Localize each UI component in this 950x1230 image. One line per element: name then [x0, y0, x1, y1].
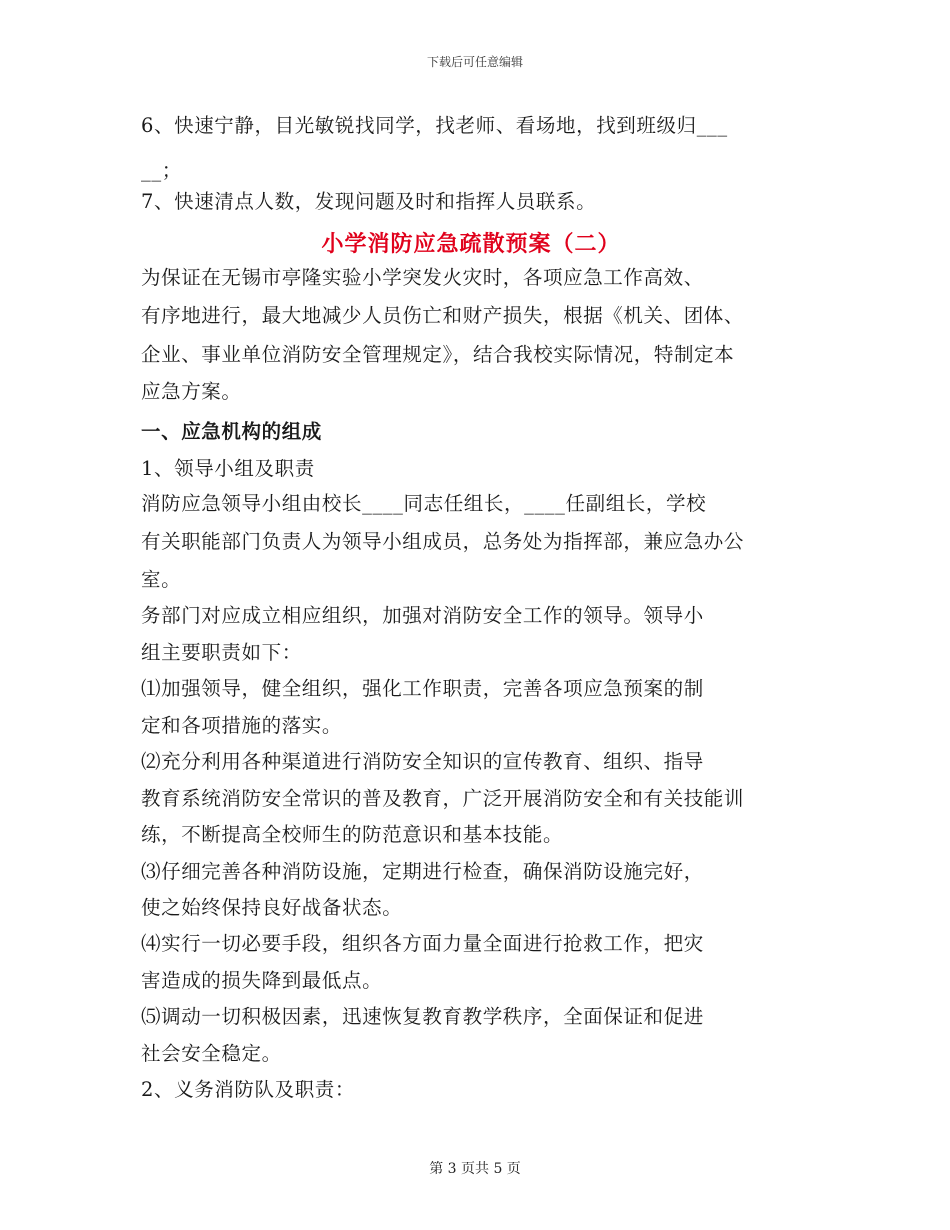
text-line-19: 教育系统消防安全常识的普及教育，广泛开展消防安全和有关技能训	[141, 787, 745, 810]
text-line-18: ⑵充分利用各种渠道进行消防安全知识的宣传教育、组织、指导	[141, 750, 704, 773]
text-line-15: 组主要职责如下：	[141, 641, 302, 664]
text-line-21: ⑶仔细完善各种消防设施，定期进行检查，确保消防设施完好，	[141, 860, 704, 883]
text-line-20: 练，不断提高全校师生的防范意识和基本技能。	[141, 823, 564, 846]
text-line-24: 害造成的损失降到最低点。	[141, 969, 383, 992]
text-line-17: 定和各项措施的落实。	[141, 714, 343, 737]
text-line-12: 有关职能部门负责人为领导小组成员，总务处为指挥部，兼应急办公	[141, 530, 745, 553]
text-line-3: 7、快速清点人数，发现问题及时和指挥人员联系。	[141, 190, 597, 213]
text-line-1: 6、快速宁静，目光敏锐找同学，找老师、看场地，找到班级归___	[141, 114, 728, 137]
section-heading-1: 一、应急机构的组成	[141, 420, 322, 443]
text-line-14: 务部门对应成立相应组织，加强对消防安全工作的领导。领导小	[141, 604, 704, 627]
text-line-23: ⑷实行一切必要手段，组织各方面力量全面进行抢救工作，把灾	[141, 932, 704, 955]
text-line-6: 有序地进行，最大地减少人员伤亡和财产损失，根据《机关、团体、	[141, 304, 745, 327]
text-line-16: ⑴加强领导，健全组织，强化工作职责，完善各项应急预案的制	[141, 677, 704, 700]
text-line-22: 使之始终保持良好战备状态。	[141, 896, 403, 919]
page-header: 下载后可任意编辑	[426, 55, 523, 69]
text-line-11: 消防应急领导小组由校长____同志任组长，____任副组长，学校	[141, 492, 707, 515]
text-line-25: ⑸调动一切积极因素，迅速恢复教育教学秩序，全面保证和促进	[141, 1005, 704, 1028]
page-number: 第 3 页共 5 页	[429, 1161, 521, 1177]
text-line-2: __；	[141, 159, 182, 182]
subheading-2: 2、义务消防队及职责：	[141, 1078, 356, 1101]
text-line-26: 社会安全稳定。	[141, 1042, 282, 1065]
subheading-1: 1、领导小组及职责	[141, 457, 315, 480]
text-line-7: 企业、事业单位消防安全管理规定》，结合我校实际情况，特制定本	[141, 343, 735, 366]
text-line-5: 为保证在无锡市亭隆实验小学突发火灾时，各项应急工作高效、	[141, 266, 704, 289]
section-title: 小学消防应急疏散预案（二）	[321, 231, 621, 257]
text-line-13: 室。	[141, 568, 182, 591]
text-line-8: 应急方案。	[141, 380, 242, 403]
